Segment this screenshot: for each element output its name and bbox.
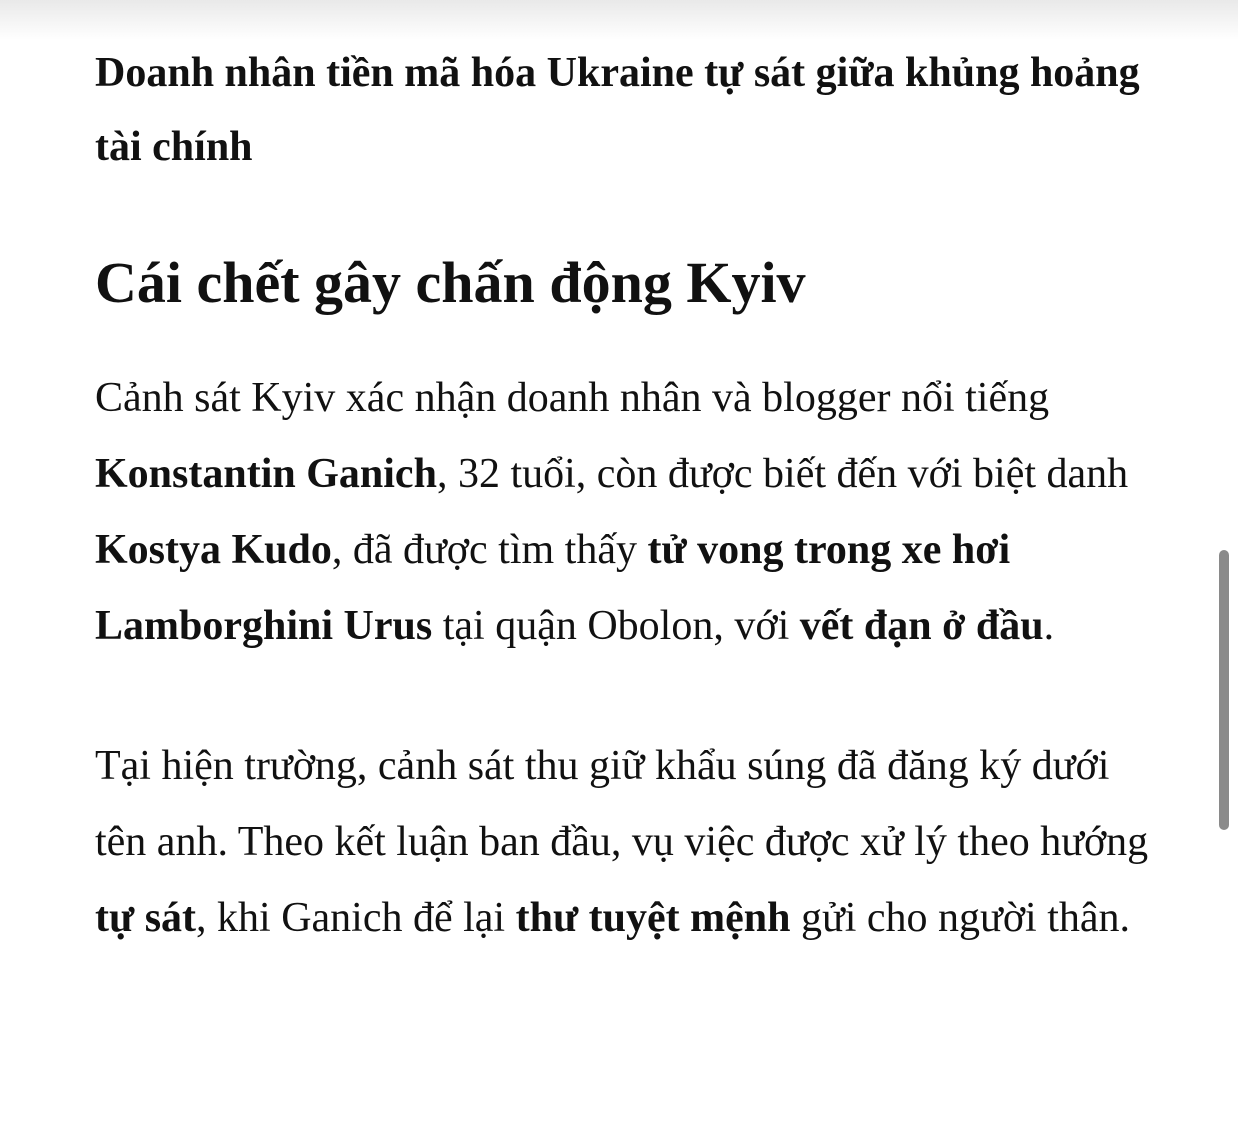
section-heading: Cái chết gây chấn động Kyiv xyxy=(95,250,806,315)
paragraph-1-text: tại quận Obolon, với xyxy=(432,603,800,649)
emphasis-bold: tử vong trong xe hơi Lamborghini Urus xyxy=(95,527,1011,649)
paragraph-1-text: , đã được tìm thấy xyxy=(331,527,648,573)
scrollbar-thumb[interactable] xyxy=(1219,550,1229,830)
nickname-bold: Kostya Kudo xyxy=(95,527,332,573)
top-edge-shadow xyxy=(0,0,1238,40)
paragraph-1-text: Cảnh sát Kyiv xác nhận doanh nhân và blogger nổi tiếng xyxy=(95,375,1050,421)
paragraph-1-text: , 32 tuổi, còn được biết đến với biệt danh xyxy=(436,451,1129,497)
article-summary: Doanh nhân tiền mã hóa Ukraine tự sát giữa khủng hoảng tài chính xyxy=(95,50,1140,170)
person-name-bold: Konstantin Ganich xyxy=(95,451,437,497)
emphasis-bold: thư tuyệt mệnh xyxy=(515,895,791,941)
emphasis-bold: vết đạn ở đầu xyxy=(799,603,1044,649)
paragraph-2-text: Tại hiện trường, cảnh sát thu giữ khẩu súng đã đăng ký dưới tên anh. Theo kết luận ban đầu, vụ việc được xử lý theo hướng xyxy=(95,743,1149,865)
paragraph-2-text: gửi cho người thân. xyxy=(790,895,1131,941)
emphasis-bold: tự sát xyxy=(95,895,197,941)
article-body xyxy=(95,36,1155,956)
paragraph-1 xyxy=(95,360,1155,664)
paragraph-2-text: , khi Ganich để lại xyxy=(196,895,516,941)
paragraph-2 xyxy=(95,728,1155,956)
paragraph-1-text: . xyxy=(1043,603,1055,649)
